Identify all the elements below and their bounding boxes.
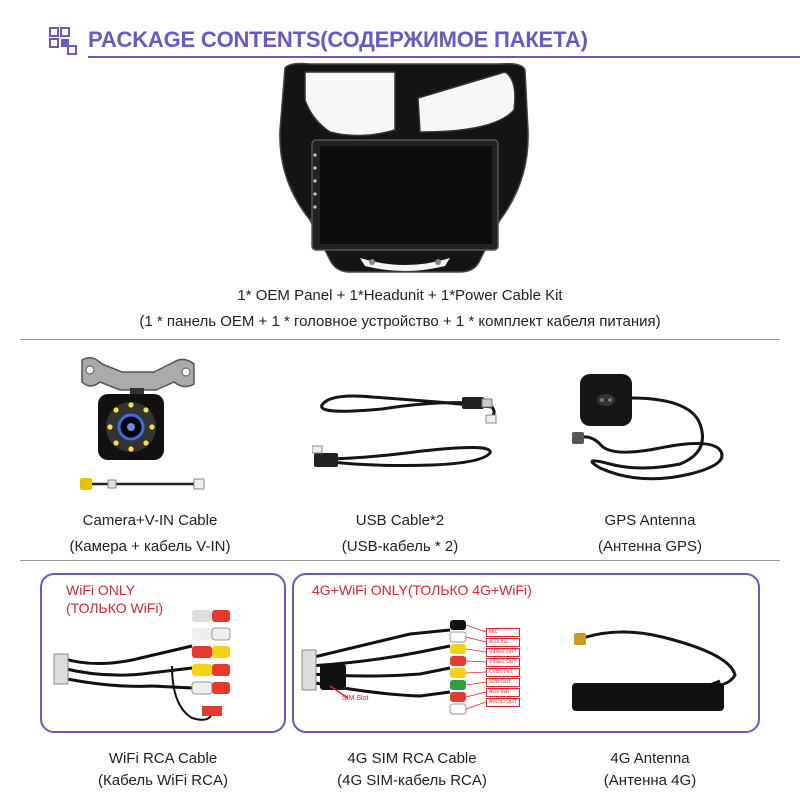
- port-tag: MIC: [486, 628, 520, 637]
- port-tag: CVBS IN 1: [486, 668, 520, 677]
- port-tag: AUX INL: [486, 638, 520, 647]
- camera-caption-ru: (Камера + кабель V-IN): [69, 538, 231, 555]
- port-tag: SUB OUT: [486, 678, 520, 687]
- wifi-only-label-ru: (ТОЛЬКО WiFi): [66, 600, 164, 616]
- wifi-rca-caption-en: WiFi RCA Cable: [108, 750, 218, 767]
- usb-caption-ru: (USB-кабель * 2): [341, 538, 459, 555]
- camera-caption-en: Camera+V-IN Cable: [82, 512, 218, 529]
- wifi-only-label: WiFi ONLY: [66, 582, 135, 598]
- 4g-antenna-caption-ru: (Антенна 4G): [603, 772, 697, 789]
- 4g-rca-caption-en: 4G SIM RCA Cable: [347, 750, 477, 767]
- main-item-caption-ru: (1 * панель OEM + 1 * головное устройство + 1 * комплект кабеля питания): [139, 313, 661, 330]
- port-tag: VIDEO OUT: [486, 658, 520, 667]
- 4g-rca-caption-ru: (4G SIM-кабель RCA): [337, 772, 487, 789]
- sim-slot-label: SIM Slot: [342, 695, 369, 702]
- usb-cables-image: [312, 375, 502, 485]
- page-title: PACKAGE CONTENTS(СОДЕРЖИМОЕ ПАКЕТА): [88, 27, 588, 52]
- oem-panel-headunit-image: [270, 60, 540, 280]
- main-item-caption-en: 1* OEM Panel + 1*Headunit + 1*Power Cable Kit: [237, 287, 563, 304]
- camera-image: [68, 350, 218, 500]
- wifi-rca-cable-image: [52, 606, 252, 730]
- port-tag: VIDEO OUT: [486, 648, 520, 657]
- port-tag: AUDIO OUT: [486, 698, 520, 707]
- port-tag: AUX INR: [486, 688, 520, 697]
- 4g-antenna-image: [560, 625, 750, 720]
- divider-bottom: [20, 560, 780, 561]
- package-grid-icon: [48, 26, 78, 56]
- usb-caption-en: USB Cable*2: [355, 512, 445, 529]
- 4g-antenna-caption-en: 4G Antenna: [610, 750, 690, 767]
- port-tags: [486, 628, 520, 708]
- header-underline: [88, 56, 800, 58]
- divider-top: [20, 339, 780, 340]
- gps-antenna-image: [570, 368, 740, 498]
- gps-caption-en: GPS Antenna: [604, 512, 696, 529]
- section-header: [48, 24, 768, 58]
- 4g-wifi-label: 4G+WiFi ONLY(ТОЛЬКО 4G+WiFi): [312, 582, 532, 598]
- gps-caption-ru: (Антенна GPS): [597, 538, 703, 555]
- wifi-rca-caption-ru: (Кабель WiFi RCA): [98, 772, 228, 789]
